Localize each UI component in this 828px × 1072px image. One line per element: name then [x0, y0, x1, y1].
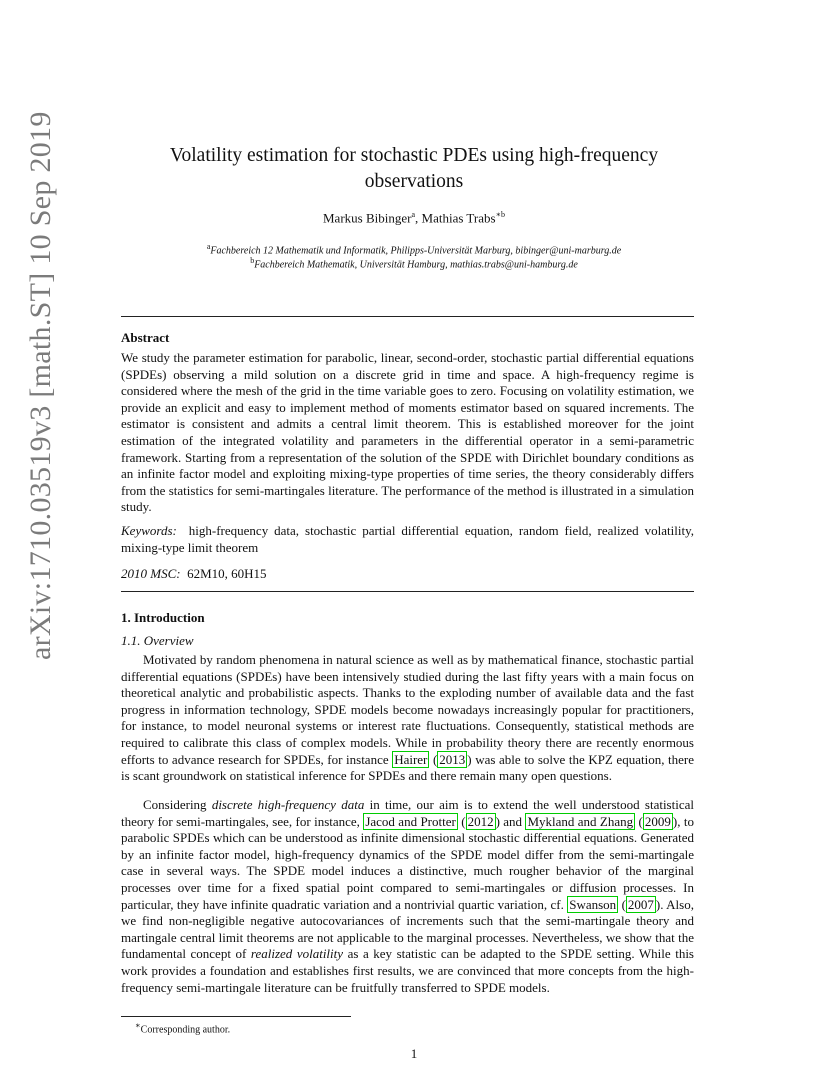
body-text: Motivated by random phenomena in natural science as well as by mathematical finance, stochastic partial differential equations (SPDEs) have been intensively studied during the last fifty years with a main focus on theoretical analytic and probabilistic aspects. Thanks to the exploding number of available data and the fast progress in information technology, SPDE models become nowadays increasingly popular for practitioners, for instance, to model neuronal systems or interest rate fluctuations. Consequently, statistical methods are required to calibrate this class of complex models. While in probability theory there are recently enormous efforts to advance research for SPDEs, for instance: [121, 652, 694, 767]
abstract-body: We study the parameter estimation for parabolic, linear, second-order, stochastic partial differential equations (SPDEs) observing a mild solution on a discrete grid in time and space. A high-frequency regime is considered where the mesh of the grid in the time variable goes to zero. Focusing on volatility estimation, we provide an explicit and easy to implement method of moments estimator based on squared increments. The estimator is consistent and admits a central limit theorem. This is established moreover for the joint estimation of the integrated volatility and parameters in the differential operator in a semi-parametric framework. Starting from a representation of the solution of the SPDE with Dirichlet boundary conditions as an infinite factor model and exploiting mixing-type properties of time series, the theory considerably differs from the statistics for semi-martingales literature. The performance of the method is illustrated in a simulation study.: [121, 350, 694, 515]
citation-link[interactable]: Swanson: [569, 896, 617, 912]
citation-year-link[interactable]: 2013: [439, 751, 466, 767]
section-heading: 1. Introduction: [121, 610, 205, 625]
author-name: Markus Bibinger: [322, 210, 412, 226]
body-text: , to parabolic SPDEs which can be understood as infinite dimensional stochastic differential equations. Generated by an infinite factor model, high-frequency dynamics of the SPDE model differ from the semi-martingale case in several ways. The SPDE model induces a distinctive, much rougher behavior of the marginal processes over time for a fixed spatial point compared to semi-martingales or diffusion processes. In particular, they have infinite quadratic variation and a nontrivial quartic variation, cf.: [121, 813, 694, 912]
keywords-label: Keywords:: [121, 523, 177, 538]
page-number: 1: [410, 1046, 418, 1061]
author-list: Markus Bibinger$^a$, Mathias Trabs$^{∗b}$: [322, 210, 505, 226]
abstract-top-rule: [121, 316, 694, 317]
footnote: [135, 1020, 230, 1035]
body-text: in time, our aim is to extend the well understood statistical theory for semi-martingales, see, for instance,: [121, 797, 694, 829]
footnote-text: Corresponding author.: [140, 1024, 231, 1036]
citation-year-link[interactable]: 2007: [627, 896, 654, 912]
body-text: Considering: [143, 797, 212, 812]
citation-link[interactable]: Hairer: [394, 751, 428, 767]
affiliation-mark: a: [206, 242, 211, 251]
arxiv-id-text: arXiv:1710.03519v3 [math.ST] 10 Sep 2019: [24, 111, 57, 660]
keywords: [121, 523, 694, 556]
affiliation-text: Fachbereich 12 Mathematik und Informatik, Philipps-Universität Marburg, bibinger@uni-marburg.de: [210, 245, 622, 257]
msc-label: 2010 MSC:: [121, 566, 181, 581]
msc-codes: [121, 566, 694, 583]
msc-text: 62M10, 60H15: [187, 566, 267, 581]
intro-paragraph-2: Considering discrete high-frequency data in time, our aim is to extend the well understood statistical theory for semi-martingales, see, for instance, Jacod and Protter ( 2012 ) and Mykland and Zhang ( 2009 ), to parabolic SPDEs which can be understood as infinite dimensional stochastic differential equations. Generated by an infinite factor model, high-frequency dynamics of the SPDE model differ from the semi-martingale case in several ways. The SPDE model induces a distinctive, much rougher behavior of the marginal processes over time for a fixed spatial point compared to semi-martingales or diffusion processes. In particular, they have infinite quadratic variation and a nontrivial quartic variation, cf. Swanson ( 2007 ). Also, we find non-negligible negative autocovariances of increments such that the semi-martingale theory and martingale central limit theorems are not applicable to the marginal processes. Nevertheless, we show that the fundamental concept of realized volatility as a key statistic can be adapted to the SPDE setting. While this work provides a foundation and establishes first results, we are convinced that more concepts from the high-frequency semi-martingale literature can be fruitfully transferred to SPDE models.: [121, 797, 694, 995]
paper-title: Volatility estimation for stochastic PDEs using high-frequency observations: [169, 145, 659, 192]
intro-paragraph-1: Motivated by random phenomena in natural science as well as by mathematical finance, stochastic partial differential equations (SPDEs) have been intensively studied during the last fifty years with a main focus on theoretical analytic and probabilistic aspects. Thanks to the exploding number of available data and the fast progress in information technology, SPDE models become nowadays increasingly popular for practitioners, for instance, to model neuronal systems or interest rate fluctuations. Consequently, statistical methods are required to calibrate this class of complex models. While in probability theory there are recently enormous efforts to advance research for SPDEs, for instance Hairer ( 2013 ) was able to solve the KPZ equation, there is scant groundwork on statistical inference for SPDEs and there remain many open questions.: [121, 652, 694, 784]
citation-year-link[interactable]: 2012: [467, 813, 494, 829]
body-text: and: [499, 813, 526, 829]
keywords-text: high-frequency data, stochastic partial differential equation, random field, realized volatility, mixing-type limit theorem: [121, 523, 694, 555]
emphasis-text: discrete high-frequency data: [211, 797, 365, 812]
subsection-heading: 1.1. Overview: [121, 633, 194, 648]
author-affil-mark: a: [411, 210, 416, 219]
affiliation-mark: b: [250, 256, 255, 265]
abstract-heading: Abstract: [121, 330, 170, 345]
author-affil-mark: ∗b: [495, 210, 505, 219]
body-text: as a key statistic can be adapted to the SPDE setting. While this work provides a foundation and establishes first results, we are convinced that more concepts from the high-frequency semi-martingale literature can be fruitfully transferred to SPDE models.: [121, 946, 694, 995]
citation-link[interactable]: Jacod and Protter: [365, 813, 456, 829]
footnote-rule: [121, 1016, 351, 1017]
author-name: Mathias Trabs: [421, 210, 496, 226]
affiliation: [120, 242, 708, 256]
affiliation-text: Fachbereich Mathematik, Universität Hamburg, mathias.trabs@uni-hamburg.de: [254, 259, 578, 271]
footnote-mark: ∗: [135, 1021, 141, 1030]
affiliation: [120, 256, 708, 270]
emphasis-text: realized volatility: [250, 946, 344, 962]
body-text: . Also, we find non-negligible negative autocovariances of increments such that the semi-martingale theory and martingale central limit theorems are not applicable to the marginal processes. Nevertheless, we show that the fundamental concept of: [121, 896, 694, 962]
abstract-bottom-rule: [121, 591, 694, 592]
citation-year-link[interactable]: 2009: [644, 813, 671, 829]
body-text: was able to solve the KPZ equation, there is scant groundwork on statistical inference for SPDEs and there remain many open questions.: [121, 751, 694, 784]
citation-link[interactable]: Mykland and Zhang: [527, 813, 634, 829]
